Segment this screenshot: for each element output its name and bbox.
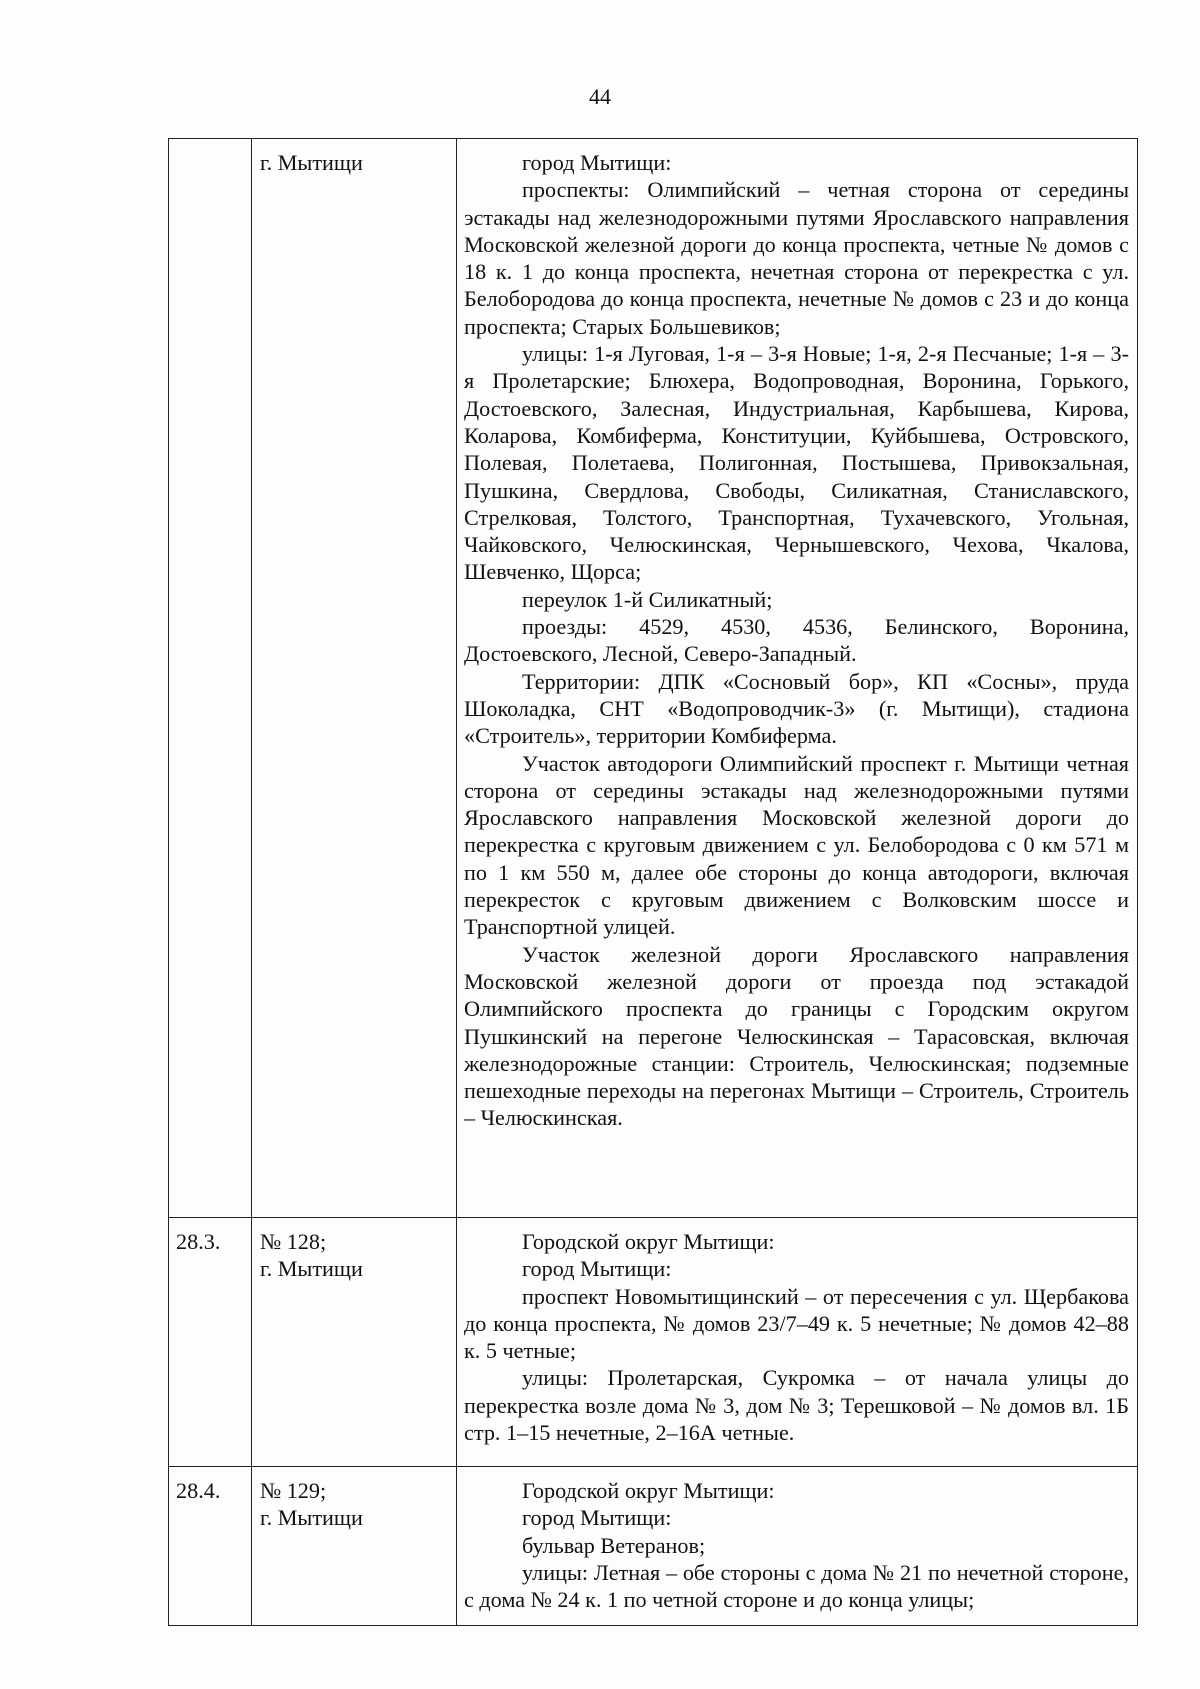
table-row — [169, 1467, 1138, 1626]
description-paragraph: Участок автодороги Олимпийский проспект г. Мытищи четная сторона от середины эстакады над железнодорожными путями Ярославского направления Московской железной дороги до перекрестка с круговым движением с ул. Белобородова с 0 км 571 м по 1 км 550 м, далее обе стороны до конца автодороги, включая перекресток с круговым движением с Волковским шоссе и Транспортной улицей. — [464, 750, 1129, 940]
district-name-cell — [252, 139, 457, 1218]
row-number-cell: 28.4. — [169, 1467, 252, 1626]
description-paragraph: Территории: ДПК «Сосновый бор», КП «Сосны», пруда Шоколадка, СНТ «Водопроводчик-3» (г. Мытищи), стадиона «Строитель», территории Комбиферма. — [464, 668, 1129, 749]
district-description-cell — [457, 139, 1138, 1218]
description-paragraph: улицы: Пролетарская, Сукромка – от начала улицы до перекрестка возле дома № 3, дом № 3; Терешковой – № домов вл. 1Б стр. 1–15 нечетные, 2–16А четные. — [464, 1365, 1129, 1446]
district-name-line: г. Мытищи — [260, 150, 363, 175]
description-paragraph: переулок 1-й Силикатный; — [522, 586, 773, 612]
district-name-line: г. Мытищи — [260, 1256, 363, 1282]
page-number: 44 — [589, 84, 611, 109]
district-name-line: № 129; — [260, 1478, 327, 1503]
district-name-line: № 128; — [260, 1229, 327, 1254]
district-name-cell — [252, 1467, 457, 1626]
description-paragraph: улицы: 1-я Луговая, 1-я – 3-я Новые; 1-я, 2-я Песчаные; 1-я – 3-я Пролетарские; Блюхера, Водопроводная, Воронина, Горького, Достоевского, Залесная, Индустриальная, Карбышева, Кирова, Коларова, Комбиферма, Конституции, Куйбышева, Островского, Полевая, Полетаева, Полигонная, Постышева, Привокзальная, Пушкина, Свердлова, Свободы, Силикатная, Станиславского, Стрелковая, Толстого, Транспортная, Тухачевского, Угольная, Чайковского, Челюскинская, Чернышевского, Чехова, Чкалова, Шевченко, Щорса; — [464, 341, 1129, 585]
district-description-cell — [457, 1467, 1138, 1626]
table-row — [169, 1218, 1138, 1467]
description-paragraph: бульвар Ветеранов; — [522, 1532, 706, 1558]
row-number-cell: 28.3. — [169, 1218, 252, 1467]
description-paragraph: город Мытищи: — [522, 1256, 672, 1282]
table-row — [169, 139, 1138, 1218]
description-paragraph: город Мытищи: — [522, 1505, 672, 1531]
description-paragraph: улицы: Летная – обе стороны с дома № 21 по нечетной стороне, с дома № 24 к. 1 по четной стороне и до конца улицы; — [464, 1559, 1129, 1613]
district-name-cell — [252, 1218, 457, 1467]
description-paragraph: Городской округ Мытищи: — [522, 1478, 775, 1503]
district-name-line: г. Мытищи — [260, 1505, 363, 1531]
description-paragraph: проспект Новомытищинский – от пересечения с ул. Щербакова до конца проспекта, № домов 23/7–49 к. 5 нечетные; № домов 42–88 к. 5 четные; — [464, 1283, 1129, 1364]
district-description-cell — [457, 1218, 1138, 1467]
districts-table — [168, 138, 1138, 1626]
description-paragraph: Городской округ Мытищи: — [522, 1229, 775, 1254]
description-paragraph: Участок железной дороги Ярославского направления Московской железной дороги от проезда под эстакадой Олимпийского проспекта до границы с Городским округом Пушкинский на перегоне Челюскинская – Тарасовская, включая железнодорожные станции: Строитель, Челюскинская; подземные пешеходные переходы на перегонах Мытищи – Строитель, Строитель – Челюскинская. — [464, 941, 1129, 1131]
description-paragraph: город Мытищи: — [522, 150, 672, 175]
description-paragraph: проспекты: Олимпийский – четная сторона от середины эстакады над железнодорожными путями Ярославского направления Московской железной дороги до конца проспекта, четные № домов с 18 к. 1 до конца проспекта, нечетная сторона от перекрестка с ул. Белобородова до конца проспекта, нечетные № домов с 23 и до конца проспекта; Старых Большевиков; — [464, 177, 1129, 339]
row-number-cell — [169, 139, 252, 1218]
description-paragraph: проезды: 4529, 4530, 4536, Белинского, Воронина, Достоевского, Лесной, Северо-Западный. — [464, 614, 1129, 667]
